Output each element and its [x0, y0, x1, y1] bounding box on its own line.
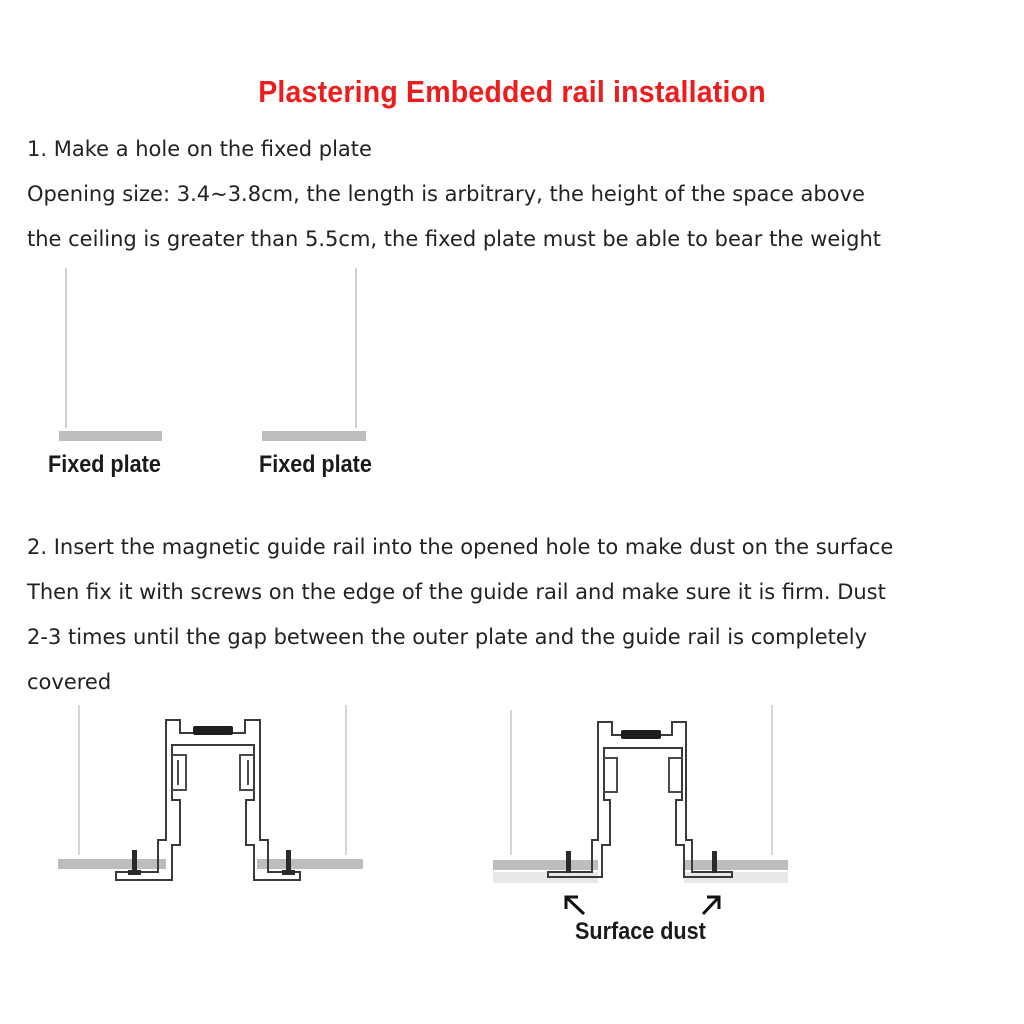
arrow-up-right-icon [703, 897, 719, 914]
page-title: Plastering Embedded rail installation [258, 74, 766, 109]
step1-heading: 1. Make a hole on the fixed plate [27, 137, 372, 161]
step1-text-line2: the ceiling is greater than 5.5cm, the fixed plate must be able to bear the weight [27, 227, 882, 251]
magnet-strip-b [621, 730, 661, 739]
step1-text-line1: Opening size: 3.4~3.8cm, the length is arbitrary, the height of the space above [27, 182, 865, 206]
step2-heading: 2. Insert the magnetic guide rail into the opened hole to make dust on the surface [27, 535, 894, 559]
rail-profile-b [548, 722, 732, 877]
step2-text-line3: covered [27, 670, 112, 694]
screw-right-b [712, 851, 717, 873]
screw-left-b [566, 851, 571, 873]
step2-text-line2: 2-3 times until the gap between the outer plate and the guide rail is completely [27, 625, 868, 649]
plate-right-b [684, 860, 788, 870]
step2-text-line1: Then fix it with screws on the edge of the guide rail and make sure it is firm. Dust [27, 580, 886, 604]
fixed-plate-label-right: Fixed plate [259, 451, 372, 478]
arrow-up-left-icon [566, 897, 584, 914]
surface-dust-label: Surface dust [575, 918, 706, 945]
fixed-plate-label-left: Fixed plate [48, 451, 161, 478]
plate-left-b [493, 860, 598, 870]
